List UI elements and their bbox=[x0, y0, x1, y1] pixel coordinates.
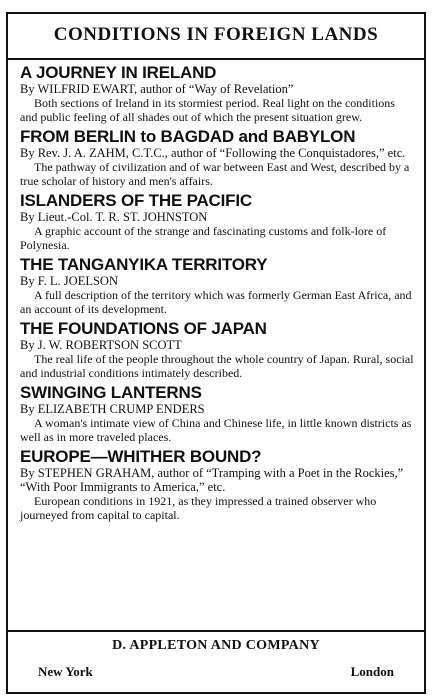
book-entry-tanganyika bbox=[20, 256, 414, 316]
book-description: European conditions in 1921, as they impressed a trained observer who journeyed from capital to capital. bbox=[20, 494, 377, 522]
book-author: By Lieut.-Col. T. R. ST. JOHNSTON bbox=[20, 210, 208, 224]
footer-divider bbox=[8, 630, 424, 632]
advertisement-frame bbox=[6, 12, 426, 694]
book-entry-europe bbox=[20, 448, 414, 522]
book-description: A full description of the territory which was formerly German East Africa, and an account of its development. bbox=[20, 288, 412, 316]
book-title: ISLANDERS OF THE PACIFIC bbox=[20, 191, 252, 210]
page-title: CONDITIONS IN FOREIGN LANDS bbox=[53, 24, 379, 45]
book-description: Both sections of Ireland in its stormiest period. Real light on the conditions and public feeling of all shades out of which the present situation grew. bbox=[20, 96, 395, 124]
book-author: By STEPHEN GRAHAM, author of “Tramping with a Poet in the Rockies,” “With Poor Immigrants to America,” etc. bbox=[20, 466, 404, 494]
book-entry-ireland bbox=[20, 64, 414, 124]
publisher-city-new-york: New York bbox=[38, 664, 93, 679]
publisher-name: D. APPLETON AND COMPANY bbox=[112, 638, 320, 653]
book-title: SWINGING LANTERNS bbox=[20, 383, 202, 402]
book-description: A woman's intimate view of China and Chinese life, in little known districts as well as in more traveled places. bbox=[20, 416, 412, 444]
book-title: THE TANGANYIKA TERRITORY bbox=[20, 255, 268, 274]
book-title: EUROPE—WHITHER BOUND? bbox=[20, 447, 262, 466]
book-description: The pathway of civilization and of war between East and West, described by a true scholar of history and men's affairs. bbox=[20, 160, 410, 188]
book-description: A graphic account of the strange and fascinating customs and folk-lore of Polynesia. bbox=[20, 224, 387, 252]
book-author: By Rev. J. A. ZAHM, C.T.C., author of “Following the Conquistadores,” etc. bbox=[20, 146, 406, 160]
book-entry-berlin-bagdad bbox=[20, 128, 414, 188]
book-list bbox=[20, 64, 414, 526]
book-entry-pacific bbox=[20, 192, 414, 252]
book-title: A JOURNEY IN IRELAND bbox=[20, 63, 217, 82]
book-entry-japan bbox=[20, 320, 414, 380]
book-author: By J. W. ROBERTSON SCOTT bbox=[20, 338, 182, 352]
book-author: By F. L. JOELSON bbox=[20, 274, 118, 288]
publisher-city-london: London bbox=[350, 664, 394, 679]
book-entry-lanterns bbox=[20, 384, 414, 444]
book-title: THE FOUNDATIONS OF JAPAN bbox=[20, 319, 267, 338]
book-author: By WILFRID EWART, author of “Way of Revelation” bbox=[20, 82, 294, 96]
book-author: By ELIZABETH CRUMP ENDERS bbox=[20, 402, 205, 416]
book-description: The real life of the people throughout the whole country of Japan. Rural, social and industrial conditions intimately described. bbox=[20, 352, 414, 380]
book-title: FROM BERLIN to BAGDAD and BABYLON bbox=[20, 127, 356, 146]
header-divider bbox=[8, 58, 424, 60]
